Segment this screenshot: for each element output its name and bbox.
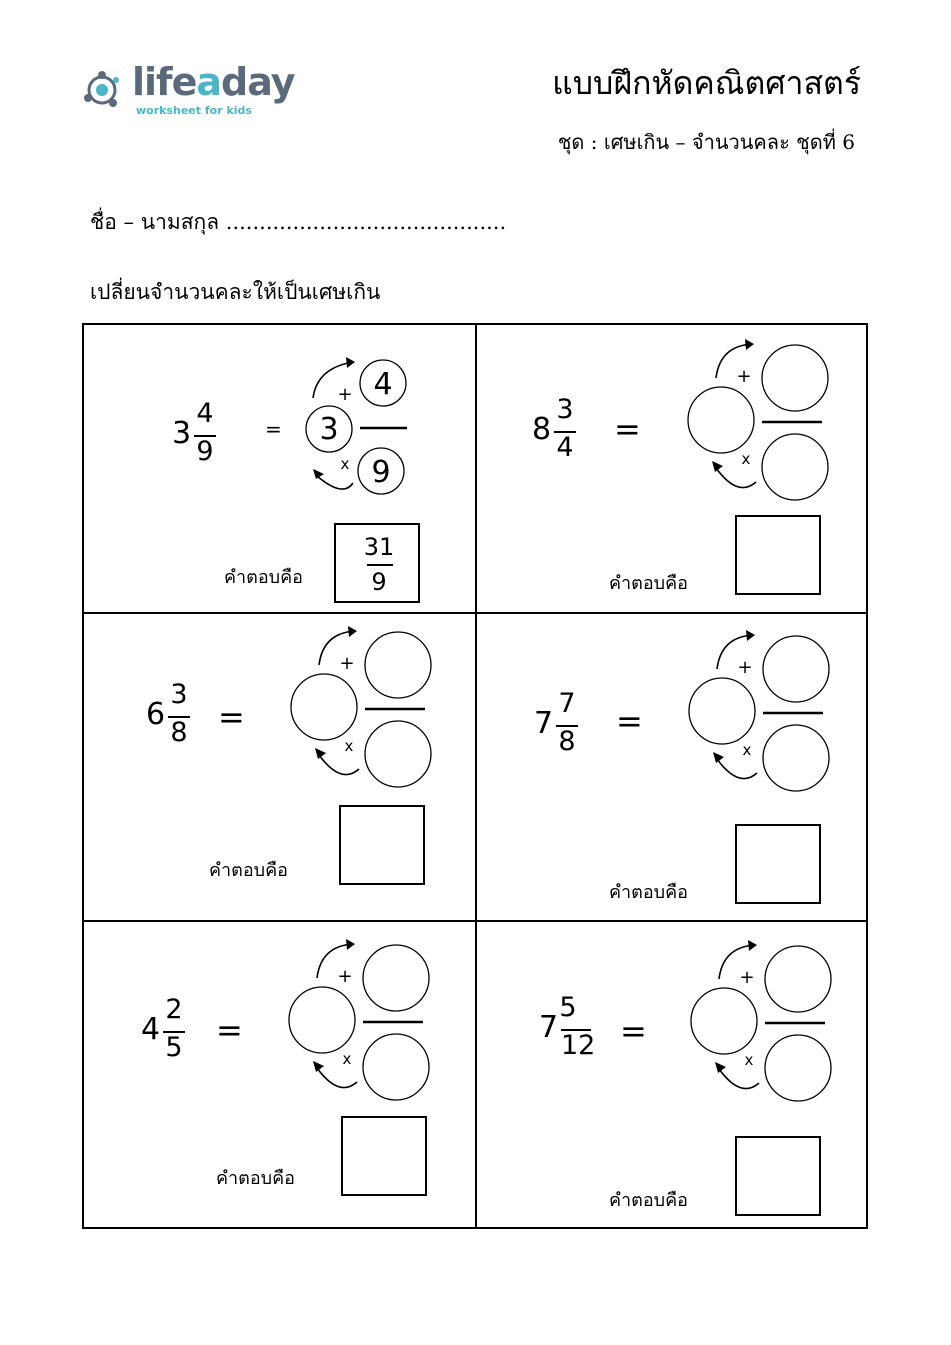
times-sign: x (342, 1050, 352, 1068)
conversion-diagram (686, 340, 836, 510)
answer-box[interactable] (341, 1116, 427, 1196)
logo-tagline: worksheet for kids (136, 104, 252, 117)
denominator: 8 (558, 726, 576, 757)
times-sign: x (741, 450, 751, 468)
multiply-arrow-icon (716, 468, 756, 488)
equals-sign: = (620, 1012, 647, 1050)
whole-circle (289, 987, 355, 1053)
student-name-field: ชื่อ – นามสกุล .......................................... (90, 210, 507, 234)
answer-label: คำตอบคือ (224, 567, 303, 588)
circle-numerator-value: 4 (373, 367, 393, 402)
answer-box[interactable] (735, 824, 821, 904)
logo-wordmark: lifeaday (132, 60, 295, 104)
answer-numerator: 31 (363, 533, 395, 561)
denominator-circle (765, 1035, 831, 1101)
numerator-circle (763, 636, 829, 702)
numerator: 7 (558, 688, 576, 719)
numerator-circle (765, 946, 831, 1012)
whole-part: 8 (532, 412, 552, 447)
whole-circle (291, 674, 357, 740)
equals-sign: = (616, 702, 643, 740)
arrowhead-icon (346, 939, 355, 950)
arrowhead-icon (348, 626, 357, 637)
plus-sign: + (737, 657, 753, 678)
answer-box[interactable] (735, 515, 821, 595)
arrowhead-icon (346, 357, 355, 368)
answer-denominator: 9 (371, 568, 387, 596)
conversion-diagram (287, 940, 437, 1110)
whole-circle (689, 678, 755, 744)
plus-sign: + (736, 366, 752, 387)
conversion-diagram (689, 941, 839, 1111)
answer-label: คำตอบคือ (609, 1190, 688, 1211)
denominator: 5 (165, 1032, 183, 1063)
answer-label: คำตอบคือ (609, 573, 688, 594)
multiply-arrow-icon (319, 755, 359, 775)
multiply-arrow-icon (719, 1069, 759, 1089)
denominator-circle (363, 1034, 429, 1100)
equals-sign: = (216, 1011, 243, 1049)
conversion-diagram (289, 627, 439, 797)
multiply-arrow-icon (317, 1068, 357, 1088)
times-sign: x (744, 1051, 754, 1069)
equals-sign: = (218, 698, 245, 736)
times-sign: x (344, 737, 354, 755)
worksheet-subtitle: ชุด : เศษเกิน – จำนวนคละ ชุดที่ 6 (557, 130, 855, 154)
numerator: 3 (556, 394, 574, 425)
conversion-diagram (687, 631, 837, 801)
numerator: 2 (165, 994, 183, 1025)
denominator-circle (763, 725, 829, 791)
grid-divider-horizontal (82, 920, 868, 922)
numerator-circle (762, 345, 828, 411)
arrowhead-icon (748, 940, 757, 951)
answer-box[interactable] (735, 1136, 821, 1216)
plus-sign: + (337, 966, 353, 987)
circle-whole-value: 3 (319, 412, 339, 447)
numerator: 4 (196, 398, 214, 429)
answer-label: คำตอบคือ (209, 860, 288, 881)
denominator: 12 (561, 1030, 596, 1061)
conversion-diagram (305, 358, 455, 528)
denominator: 4 (556, 432, 574, 463)
times-sign: x (340, 455, 350, 473)
logo (80, 60, 295, 122)
instruction-text: เปลี่ยนจำนวนคละให้เป็นเศษเกิน (90, 280, 381, 304)
answer-box[interactable] (339, 805, 425, 885)
grid-divider-vertical (475, 323, 477, 1229)
answer-fraction-bar (367, 564, 393, 566)
answer-label: คำตอบคือ (216, 1168, 295, 1189)
logo-molecule-icon (80, 66, 130, 116)
denominator: 9 (196, 436, 214, 467)
multiply-arrow-icon (317, 476, 353, 489)
numerator: 5 (559, 992, 577, 1023)
numerator-circle (363, 945, 429, 1011)
plus-sign: + (739, 967, 755, 988)
times-sign: x (742, 741, 752, 759)
plus-sign: + (339, 653, 355, 674)
grid-divider-horizontal (82, 612, 868, 614)
equals-sign: = (265, 417, 282, 441)
numerator: 3 (170, 679, 188, 710)
plus-sign: + (337, 384, 353, 405)
denominator-circle (365, 721, 431, 787)
numerator-circle (365, 632, 431, 698)
answer-box (334, 523, 420, 603)
whole-part: 4 (141, 1012, 161, 1047)
worksheet-title: แบบฝึกหัดคณิตศาสตร์ (552, 64, 861, 102)
whole-part: 3 (172, 416, 192, 451)
circle-denominator-value: 9 (371, 455, 391, 490)
denominator-circle (762, 434, 828, 500)
whole-circle (688, 387, 754, 453)
arrowhead-icon (746, 630, 755, 641)
arrowhead-icon (745, 339, 754, 350)
equals-sign: = (614, 410, 641, 448)
whole-part: 7 (534, 706, 554, 741)
whole-circle (691, 988, 757, 1054)
answer-label: คำตอบคือ (609, 882, 688, 903)
multiply-arrow-icon (717, 759, 757, 779)
whole-part: 7 (539, 1010, 559, 1045)
whole-part: 6 (146, 697, 166, 732)
denominator: 8 (170, 717, 188, 748)
